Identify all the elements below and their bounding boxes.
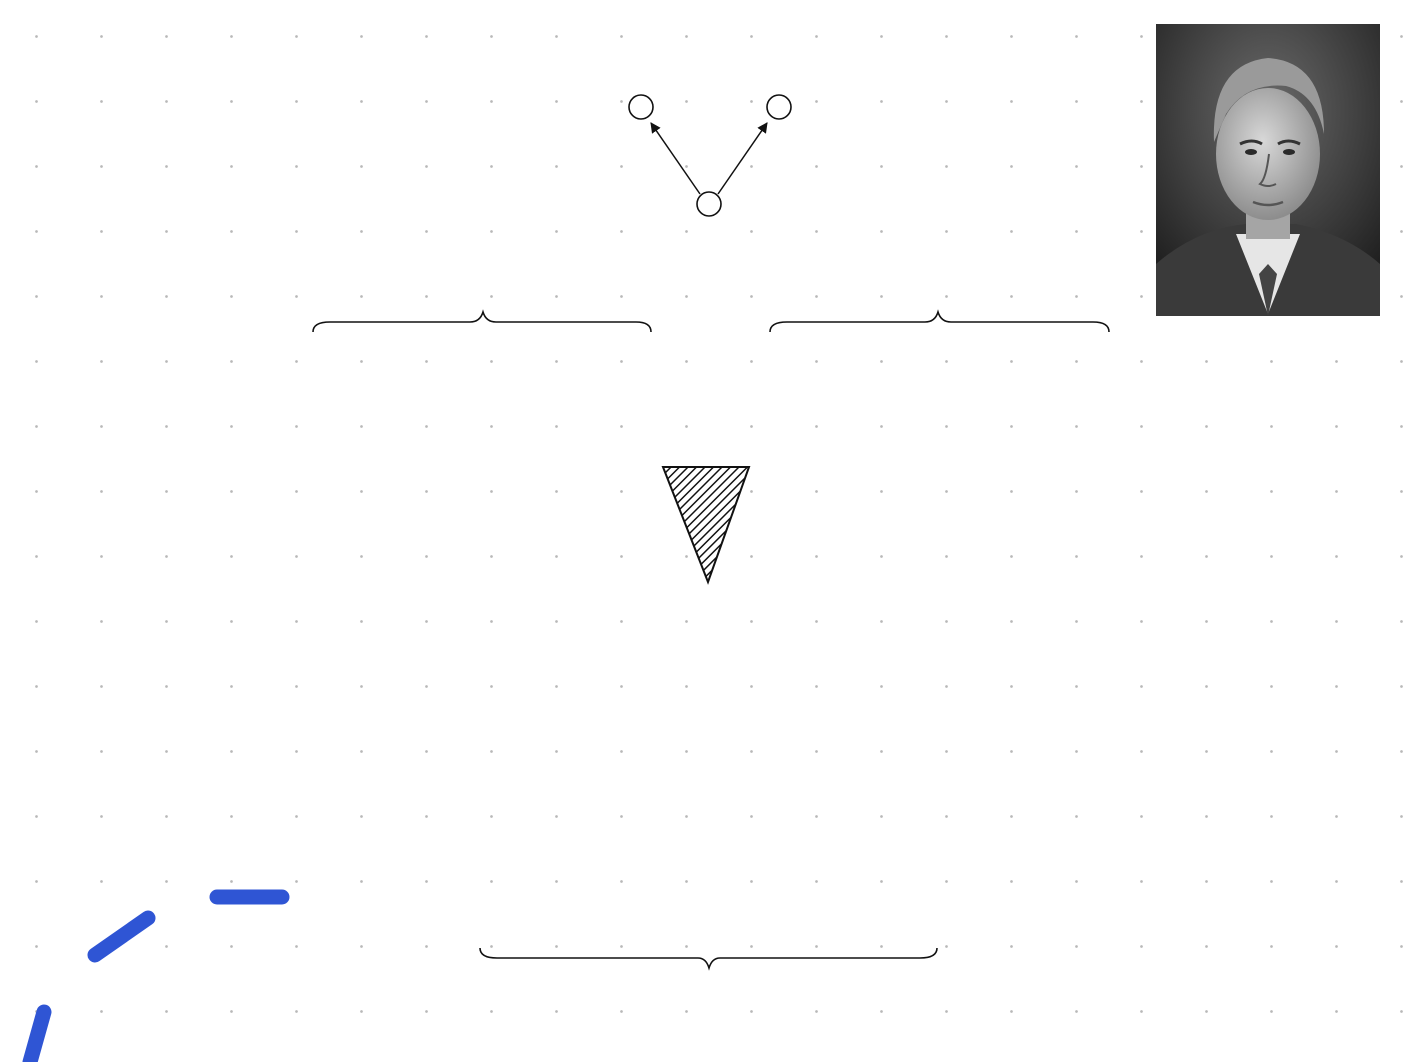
- brace-right-group: [770, 312, 1109, 332]
- edge-a-b: [651, 123, 700, 194]
- brace-bottom-group: [480, 948, 937, 968]
- node-a: [697, 192, 721, 216]
- pen-stroke-2: [95, 918, 148, 955]
- edge-a-c: [718, 123, 767, 194]
- pen-stroke-3: [30, 1012, 44, 1062]
- node-c: [767, 95, 791, 119]
- pen-strokes: [30, 897, 282, 1062]
- brace-left-group: [313, 312, 651, 332]
- small-speciation-diagram: [629, 95, 791, 216]
- node-b: [629, 95, 653, 119]
- separation-wedge: [663, 467, 749, 582]
